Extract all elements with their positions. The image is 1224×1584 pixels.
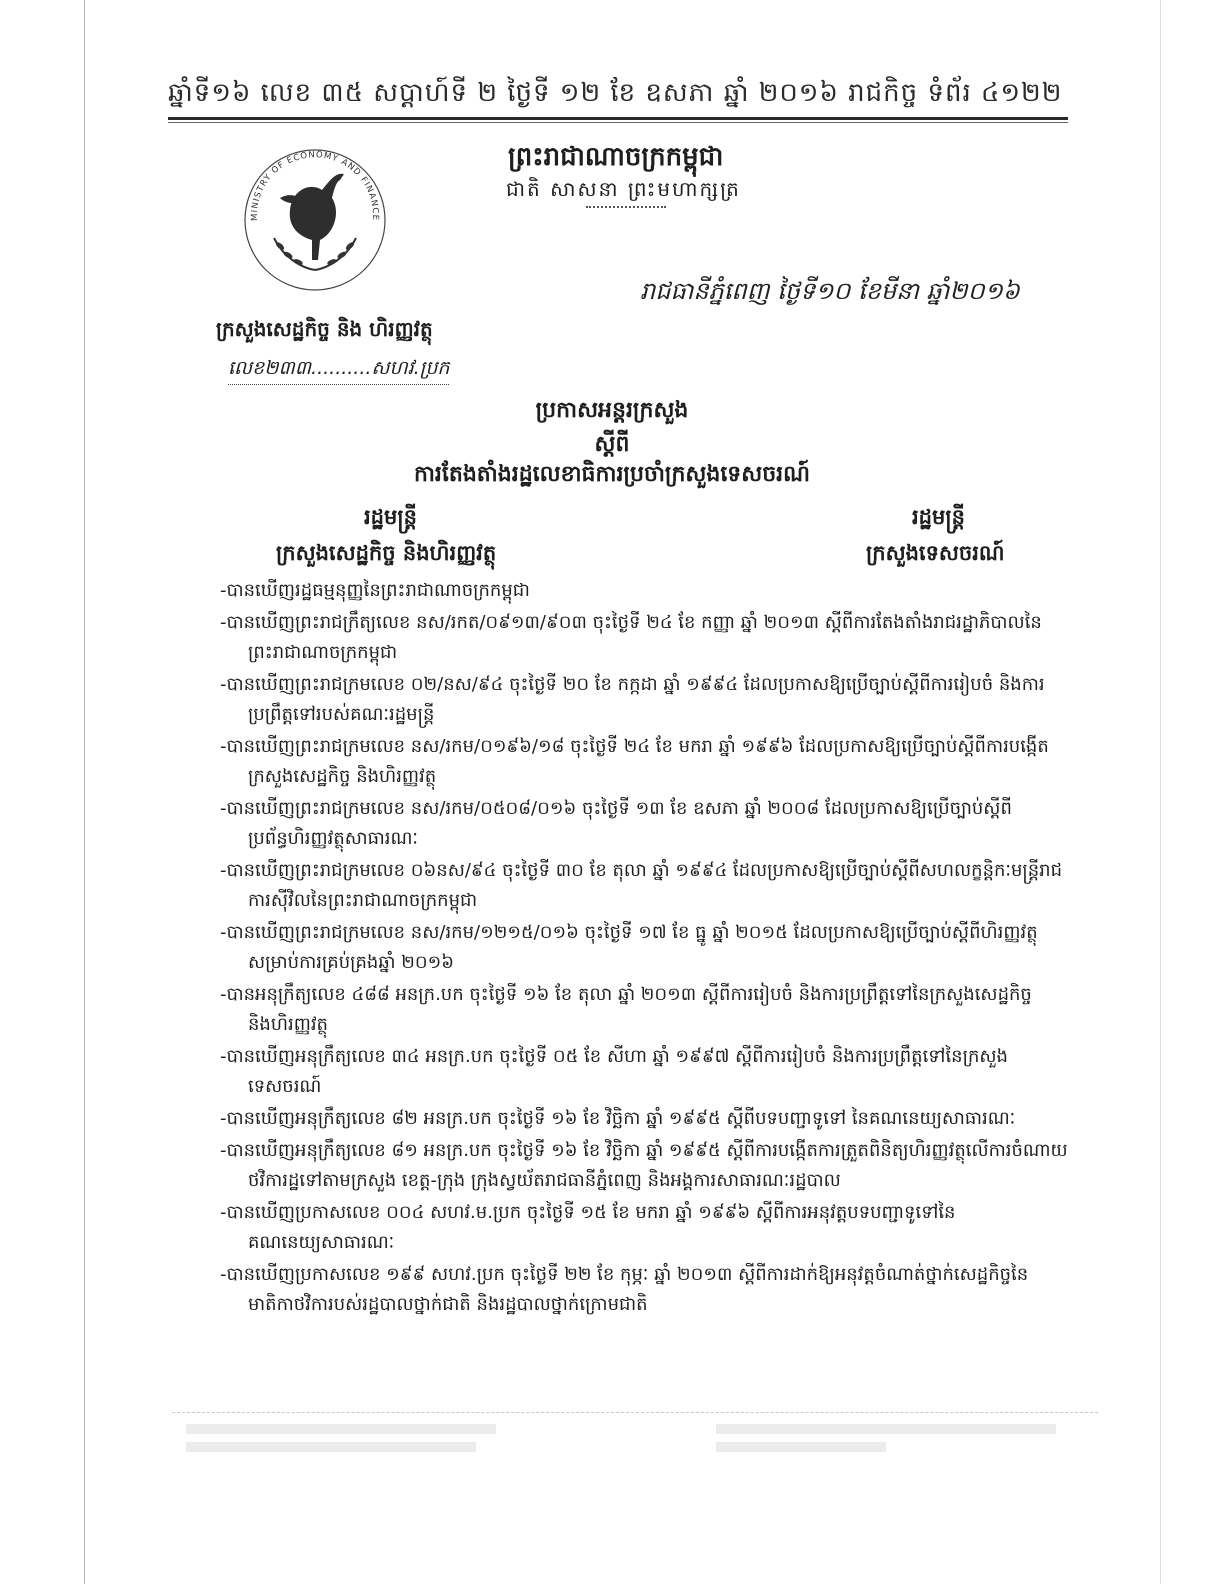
consideration-item: -បានឃើញអនុក្រឹត្យលេខ ៨២ អនក្រ.បក ចុះថ្ងៃទី ១៦ ខែ វិច្ឆិកា ឆ្នាំ ១៩៩៥ ស្ដីពីបទបញ្ជាទូទៅ នៃគណនេយ្យសាធារណៈ <box>220 1108 1016 1129</box>
issuing-ministry-name: ក្រសួងសេដ្ឋកិច្ច និង ហិរញ្ញវត្ថុ <box>216 317 433 341</box>
document-type: ប្រកាសអន្តរក្រសួង <box>535 398 689 423</box>
page-left-edge <box>84 0 85 1584</box>
consideration-item: -បានឃើញព្រះរាជក្រមលេខ ០៦នស/៩៤ ចុះថ្ងៃទី ៣០ ខែ តុលា ឆ្នាំ ១៩៩៤ ដែលប្រកាសឱ្យប្រើច្បាប់ស្ដីពីសហលក្ខន្តិកៈមន្ត្រីរាជការស៊ីវិលនៃព្រះរាជាណាចក្រកម្ពុជា <box>220 860 1063 911</box>
left-signatory-ministry: ក្រសួងសេដ្ឋកិច្ច និងហិរញ្ញវត្ថុ <box>276 541 497 565</box>
document-subject: ការតែងតាំងរដ្ឋលេខាធិការប្រចាំក្រសួងទេសចរណ៍ <box>413 462 811 487</box>
consideration-item: -បានឃើញអនុក្រឹត្យលេខ ៨១ អនក្រ.បក ចុះថ្ងៃទី ១៦ ខែ វិច្ឆិកា ឆ្នាំ ១៩៩៥ ស្ដីពីការបង្កើតការត្រួតពិនិត្យហិរញ្ញវត្ថុលើការចំណាយថវិការដ្ឋទៅតាមក្រសួង ខេត្ត-ក្រុង ក្រុងស្វយ័តរាជធានីភ្នំពេញ និងអង្គការសាធារណៈរដ្ឋបាល <box>220 1140 1068 1191</box>
right-signatory-title: រដ្ឋមន្ត្រី <box>912 505 965 529</box>
footer-faded-text <box>186 1442 476 1452</box>
svg-text:MINISTRY OF ECONOMY AND FINANC: MINISTRY OF ECONOMY AND FINANCE <box>249 150 381 222</box>
motto-ornament <box>586 206 666 210</box>
left-signatory-title: រដ្ឋមន្ត្រី <box>364 505 417 529</box>
consideration-item: -បានឃើញព្រះរាជក្រមលេខ នស/រកម/១២១៥/០១៦ ចុះថ្ងៃទី ១៧ ខែ ធ្នូ ឆ្នាំ ២០១៥ ដែលប្រកាសឱ្យប្រើច្បាប់ស្ដីពីហិរញ្ញវត្ថុសម្រាប់ការគ្រប់គ្រងឆ្នាំ ២០១៦ <box>220 922 1038 973</box>
consideration-item: -បានឃើញព្រះរាជក្រមលេខ នស/រកម/០១៩៦/១៨ ចុះថ្ងៃទី ២៤ ខែ មករា ឆ្នាំ ១៩៩៦ ដែលប្រកាសឱ្យប្រើច្បាប់ស្ដីពីការបង្កើតក្រសួងសេដ្ឋកិច្ច និងហិរញ្ញវត្ថុ <box>220 736 1049 787</box>
consideration-item: -បានឃើញរដ្ឋធម្មនុញ្ញនៃព្រះរាជាណាចក្រកម្ពុជា <box>220 580 530 601</box>
consideration-item: -បានឃើញព្រះរាជក្រមលេខ នស/រកម/០៥០៨/០១៦ ចុះថ្ងៃទី ១៣ ខែ ឧសភា ឆ្នាំ ២០០៨ ដែលប្រកាសឱ្យប្រើច្បាប់ស្ដីពីប្រព័ន្ធហិរញ្ញវត្ថុសាធារណៈ <box>220 798 1012 849</box>
considerations-list <box>220 576 1070 1322</box>
gazette-header: ឆ្នាំទី១៦ លេខ ៣៥ សប្ដាហ៍ទី ២ ថ្ងៃទី ១២ ខែ ឧសភា ឆ្នាំ ២០១៦ រាជកិច្ច ទំព័រ ៤១២២ <box>168 78 1063 108</box>
document-about: ស្ដីពី <box>594 432 630 457</box>
consideration-item: -បានអនុក្រឹត្យលេខ ៤៨៨ អនក្រ.បក ចុះថ្ងៃទី ១៦ ខែ តុលា ឆ្នាំ ២០១៣ ស្ដីពីការរៀបចំ និងការប្រព្រឹត្តទៅនៃក្រសួងសេដ្ឋកិច្ច និងហិរញ្ញវត្ថុ <box>220 984 1032 1035</box>
header-rule-thin <box>168 122 1068 123</box>
page-right-edge <box>1160 0 1161 1584</box>
consideration-item: -បានឃើញព្រះរាជក្រឹត្យលេខ នស/រកត/០៩១៣/៩០៣ ចុះថ្ងៃទី ២៤ ខែ កញ្ញា ឆ្នាំ ២០១៣ ស្ដីពីការតែងតាំងរាជរដ្ឋាភិបាលនៃព្រះរាជាណាចក្រកម្ពុជា <box>220 612 1042 663</box>
date-place: រាជធានីភ្នំពេញ ថ្ងៃទី១០ ខែមីនា ឆ្នាំ២០១៦ <box>640 277 1020 305</box>
consideration-item: -បានឃើញព្រះរាជក្រមលេខ ០២/នស/៩៤ ចុះថ្ងៃទី ២០ ខែ កក្កដា ឆ្នាំ ១៩៩៤ ដែលប្រកាសឱ្យប្រើច្បាប់ស្ដីពីការរៀបចំ និងការប្រព្រឹត្តទៅរបស់គណៈរដ្ឋមន្ត្រី <box>220 674 1045 725</box>
kingdom-name: ព្រះរាជាណាចក្រកម្ពុជា <box>508 142 724 172</box>
footer-faded-text <box>186 1424 496 1434</box>
right-signatory-ministry: ក្រសួងទេសចរណ៍ <box>866 541 1005 565</box>
ministry-emblem-icon <box>240 140 390 300</box>
kingdom-motto: ជាតិ សាសនា ព្រះមហាក្សត្រ <box>506 177 741 201</box>
reference-number: លេខ២៣៣..........សហវ.ប្រក <box>228 356 449 385</box>
footer-faded-text <box>716 1442 886 1452</box>
footer-rule <box>172 1412 1098 1414</box>
consideration-item: -បានឃើញប្រកាសលេខ ១៩៩ សហវ.ប្រក ចុះថ្ងៃទី ២២ ខែ កុម្ភៈ ឆ្នាំ ២០១៣ ស្ដីពីការដាក់ឱ្យអនុវត្តចំណាត់ថ្នាក់សេដ្ឋកិច្ចនៃមាតិកាថវិការបស់រដ្ឋបាលថ្នាក់ជាតិ និងរដ្ឋបាលថ្នាក់ក្រោមជាតិ <box>220 1264 1029 1315</box>
consideration-item: -បានឃើញប្រកាសលេខ ០០៤ សហវ.ម.ប្រក ចុះថ្ងៃទី ១៥ ខែ មករា ឆ្នាំ ១៩៩៦ ស្ដីពីការអនុវត្តបទបញ្ជាទូទៅនៃគណនេយ្យសាធារណៈ <box>220 1202 956 1253</box>
footer-faded-text <box>716 1424 1056 1434</box>
header-rule <box>168 117 1068 120</box>
consideration-item: -បានឃើញអនុក្រឹត្យលេខ ៣៤ អនក្រ.បក ចុះថ្ងៃទី ០៥ ខែ សីហា ឆ្នាំ ១៩៩៧ ស្ដីពីការរៀបចំ និងការប្រព្រឹត្តទៅនៃក្រសួងទេសចរណ៍ <box>220 1046 1008 1097</box>
